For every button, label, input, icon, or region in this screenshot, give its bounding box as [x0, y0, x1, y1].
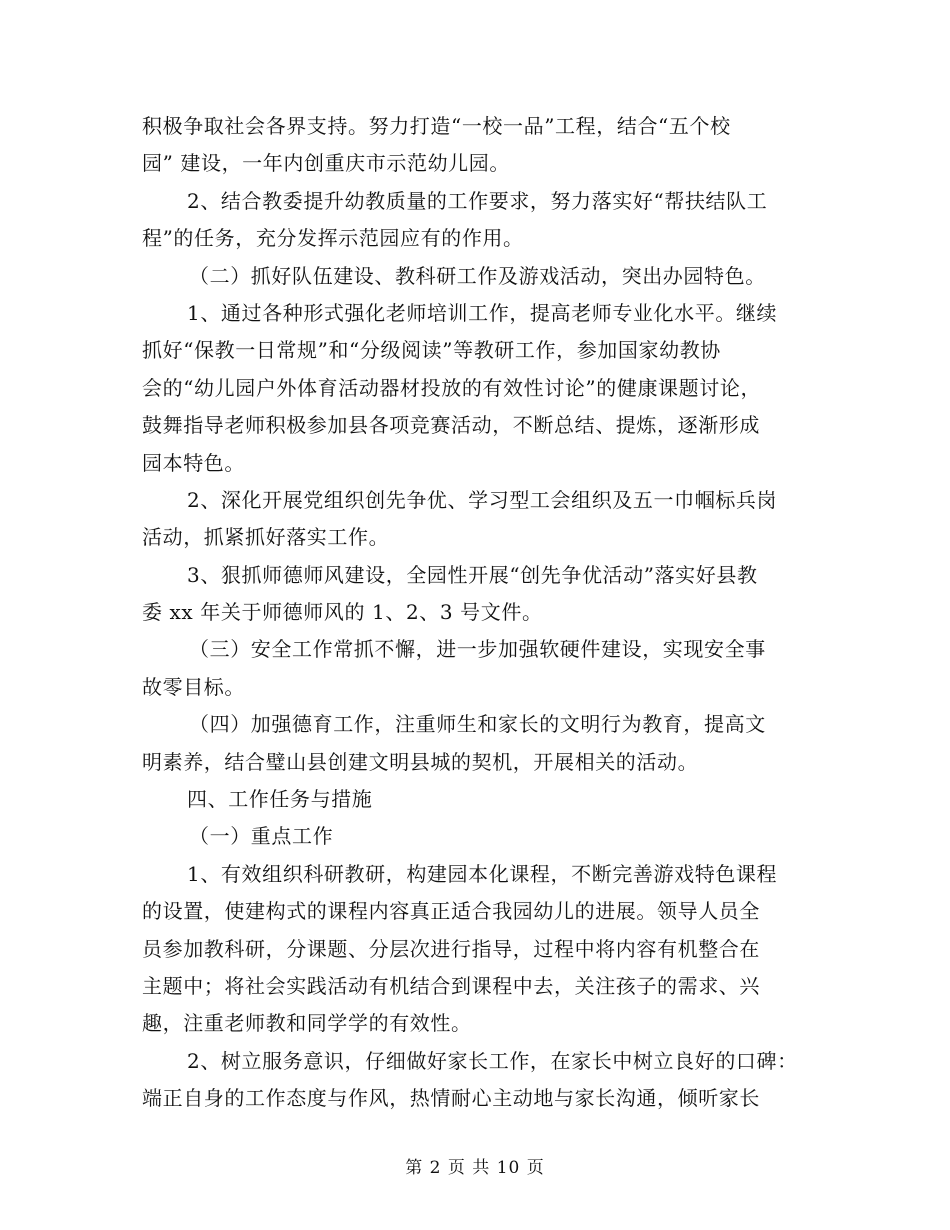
text-line: 2、深化开展党组织创先争优、学习型工会组织及五一巾帼标兵岗	[187, 487, 778, 512]
text-line: 鼓舞指导老师积极参加县各项竞赛活动，不断总结、提炼，逐渐形成	[142, 413, 760, 438]
text-line: 四、工作任务与措施	[187, 787, 373, 812]
document-body	[142, 108, 807, 1118]
text-line: 2、结合教委提升幼教质量的工作要求，努力落实好“帮扶结队工	[187, 188, 768, 213]
text-line: 端正自身的工作态度与作风，热情耐心主动地与家长沟通，倾听家长	[142, 1086, 760, 1111]
text-line: 3、狠抓师德师风建设，全园性开展“创先争优活动”落实好县教	[187, 562, 758, 587]
text-line: 故零目标。	[142, 674, 245, 699]
text-line: 抓好“保教一日常规”和“分级阅读”等教研工作，参加国家幼教协	[142, 338, 721, 363]
page-footer: 第 2 页 共 10 页	[405, 1158, 545, 1178]
text-line: （三）安全工作常抓不懈，进一步加强软硬件建设，实现安全事	[189, 637, 766, 662]
text-line: 积极争取社会各界支持。努力打造“一校一品”工程，结合“五个校	[142, 114, 731, 138]
text-line: 主题中；将社会实践活动有机结合到课程中去，关注孩子的需求、兴	[142, 973, 760, 998]
text-line: （四）加强德育工作，注重师生和家长的文明行为教育，提高文	[189, 712, 766, 737]
text-line: 员参加教科研，分课题、分层次进行指导，过程中将内容有机整合在	[142, 936, 760, 961]
text-line: 委 xx 年关于师德师风的 1、2、3 号文件。	[142, 600, 543, 625]
text-line: 园本特色。	[142, 450, 245, 475]
text-line: 园” 建设，一年内创重庆市示范幼儿园。	[142, 151, 510, 176]
text-line: 1、有效组织科研教研，构建园本化课程，不断完善游戏特色课程	[187, 861, 778, 886]
text-line: 程”的任务，充分发挥示范园应有的作用。	[142, 226, 524, 251]
text-line: （二）抓好队伍建设、教科研工作及游戏活动，突出办园特色。	[189, 263, 766, 288]
text-line: 1、通过各种形式强化老师培训工作，提高老师专业化水平。继续	[187, 300, 778, 325]
text-line: 的设置，使建构式的课程内容真正适合我园幼儿的进展。领导人员全	[142, 899, 760, 924]
text-line: 2、树立服务意识，仔细做好家长工作，在家长中树立良好的口碑：	[187, 1048, 798, 1073]
text-line: 活动，抓紧抓好落实工作。	[142, 525, 390, 550]
text-line: （一）重点工作	[189, 824, 334, 849]
text-line: 明素养，结合璧山县创建文明县城的契机，开展相关的活动。	[142, 749, 699, 774]
text-line: 会的“幼儿园户外体育活动器材投放的有效性讨论”的健康课题讨论，	[142, 375, 762, 400]
text-line: 趣，注重老师教和同学学的有效性。	[142, 1011, 472, 1036]
